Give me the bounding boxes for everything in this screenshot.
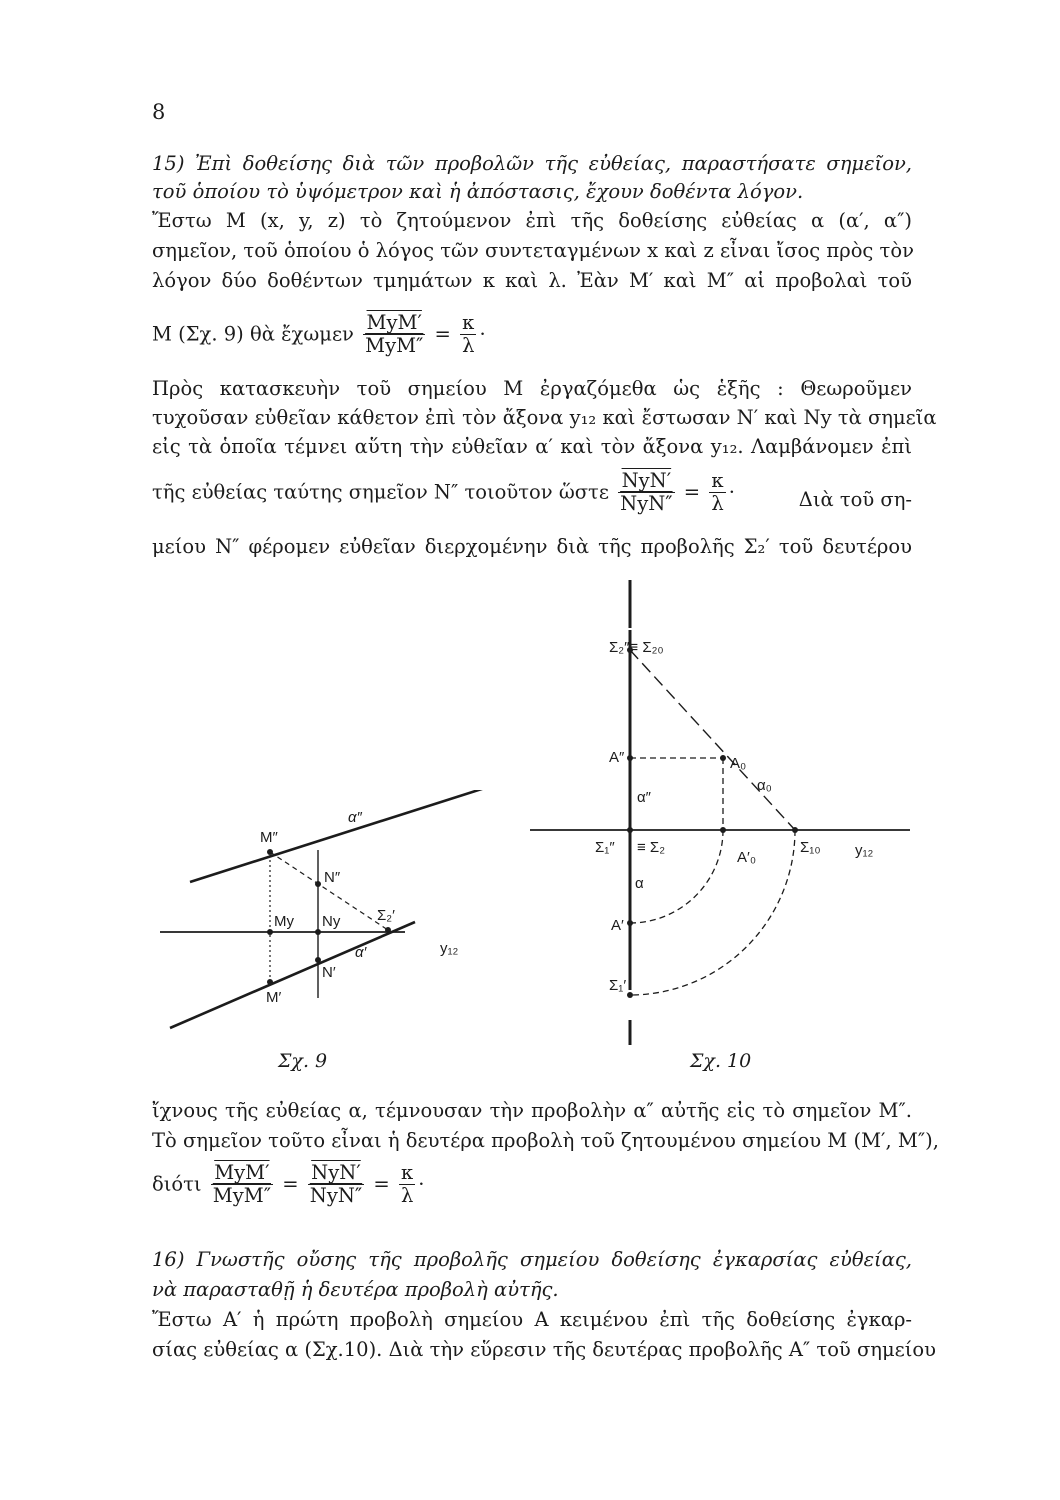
equation-2-prefix: τῆς εὐθείας ταύτης σημεῖον Ν″ τοιοῦτον ὥστε [152,480,609,504]
fraction-denominator: MyM″ [365,334,424,358]
label-alpha0: α₀ [757,777,772,794]
label-n-double-prime: N″ [324,869,341,886]
continuation-line-1: ἴχνους τῆς εὐθείας α, τέμνουσαν τὴν προβολὴν α″ αὐτῆς εἰς τὸ σημεῖον Μ″. [152,1099,912,1122]
problem-15-title-line-2: τοῦ ὁποίου τὸ ὑψόμετρον καὶ ἡ ἀπόστασις, ἔχουν δοθέντα λόγον. [152,180,804,203]
fraction-denominator: λ [462,334,475,358]
equation-3: διότι $\frac{\text{MyM′}}{\text{MyM″}}$ = $\frac{\text{NyN′}}{\text{NyN″}}$ = $\frac{\kappa}{\lambda}$ · [152,1161,425,1208]
label-m-double-prime: M″ [260,829,278,846]
equals-sign: = [373,1172,390,1196]
page-number: 8 [152,100,166,124]
label-a0-prime: A′₀ [737,849,757,866]
fraction-numerator: NyN′ [308,1162,364,1185]
point-a0-prime [720,827,726,833]
problem-15-line-5: λόγον δύο δοθέντων τμημάτων κ καὶ λ. Ἐὰν Μ′ καὶ Μ″ αἱ προβολαὶ τοῦ [152,269,912,292]
problem-16-title-line-1: 16) Γνωστῆς οὔσης τῆς προβολῆς σημείου δοθείσης ἐγκαρσίας εὐθείας, [152,1248,912,1271]
equals-sign: = [434,322,451,346]
label-axis-y12: y₁₂ [855,842,874,859]
point-sigma1 [627,992,633,998]
point-a-double-prime [627,755,633,761]
fraction-denominator: λ [711,492,724,516]
equation-3-prefix: διότι [152,1172,202,1196]
equation-1-prefix: Μ (Σχ. 9) θὰ ἔχωμεν [152,322,354,346]
label-alpha: α [635,875,644,892]
point-ny [315,929,321,935]
label-n-prime: N′ [322,964,336,981]
fraction-numerator: κ [399,1162,415,1185]
label-a-double-prime: A″ [609,749,625,766]
continuation-line-2: Τὸ σημεῖον τοῦτο εἶναι ἡ δευτέρα προβολὴ τοῦ ζητουμένου σημείου Μ (Μ′, Μ″), [152,1129,939,1152]
label-a-prime: α′ [355,944,367,961]
equation-1-fraction-m [363,312,425,358]
label-axis-y12: y₁₂ [440,940,459,957]
line-alpha0 [630,650,795,830]
equation-1-fraction-kl [460,312,476,358]
fraction-denominator: λ [400,1184,414,1208]
equation-2-fraction-kl [709,470,725,516]
point-n-double-prime [315,881,321,887]
equation-3-fraction-n [308,1162,364,1208]
figure-10-caption: Σχ. 10 [690,1050,752,1072]
fraction-numerator: MyM′ [211,1162,273,1185]
equation-2-suffix: Διὰ τοῦ ση- [798,488,912,511]
equation-3-fraction-m [211,1162,273,1208]
label-a-prime: A′ [611,917,624,934]
equation-2-fraction-n [618,470,674,516]
label-sigma10: Σ₁₀ [800,839,821,856]
point-sigma2 [385,927,391,933]
point-sigma10 [792,827,798,833]
fraction-numerator: κ [709,470,725,493]
point-sigma1-axis [627,827,633,833]
fraction-denominator: MyM″ [212,1184,271,1208]
point-m-double-prime [267,849,273,855]
label-sigma-top: Σ₂″≡ Σ₂₀ [609,639,664,656]
point-m-prime [267,979,273,985]
label-ny: Ny [322,913,341,930]
problem-15-line-9: εἰς τὰ ὁποῖα τέμνει αὕτη τὴν εὐθεῖαν α′ καὶ τὸν ἄξονα y₁₂. Λαμβάνομεν ἐπὶ [152,435,912,458]
point-a-prime [627,920,633,926]
problem-15-line-3: Ἔστω Μ (x, y, z) τὸ ζητούμενον ἐπὶ τῆς δοθείσης εὐθείας α (α′, α″) [152,209,912,232]
equals-sign: = [683,480,701,504]
equation-1: Μ (Σχ. 9) θὰ ἔχωμεν $\frac{\text{MyM′}}{\text{MyM″}}$ = $\frac{\kappa}{\lambda}$ · [152,311,486,358]
fraction-denominator: NyN″ [620,492,673,516]
fraction-denominator: NyN″ [309,1184,363,1208]
label-a0: A₀ [730,755,747,772]
equation-3-fraction-kl [399,1162,415,1208]
point-a0 [720,755,726,761]
problem-15-line-8: τυχοῦσαν εὐθεῖαν κάθετον ἐπὶ τὸν ἄξονα y₁₂ καὶ ἔστωσαν Ν′ καὶ Νy τὰ σημεῖα [152,406,937,429]
label-sigma1: Σ₁′ [609,977,627,994]
label-sigma2: Σ₂′ [377,907,395,924]
fraction-numerator: κ [460,312,476,335]
point-n-prime [315,957,321,963]
line-a-double-prime [190,790,510,882]
label-my: My [274,913,294,930]
equation-2: τῆς εὐθείας ταύτης σημεῖον Ν″ τοιοῦτον ὥστε $\frac{\text{NyN′}}{\text{NyN″}}$ = $\frac{\kappa}{\lambda}$ · Διὰ τοῦ ση- [152,469,912,516]
figure-9-caption: Σχ. 9 [278,1050,328,1072]
label-a-double-prime: α″ [348,809,362,826]
label-sigma1-axis: Σ₁″ [595,839,615,856]
problem-15-line-7: Πρὸς κατασκευὴν τοῦ σημείου Μ ἐργαζόμεθα ὡς ἑξῆς : Θεωροῦμεν [152,377,912,400]
label-alpha-double-prime: α″ [637,789,651,806]
label-m-prime: M′ [266,989,282,1006]
fraction-numerator: MyM′ [363,312,425,335]
problem-15-title-line-1: 15) Ἐπὶ δοθείσης διὰ τῶν προβολῶν τῆς εὐθείας, παραστήσατε σημεῖον, [152,152,912,175]
problem-16-line-4: σίας εὐθείας α (Σχ.10). Διὰ τὴν εὕρεσιν τῆς δευτέρας προβολῆς Α″ τοῦ σημείου [152,1338,936,1361]
line-a-prime [170,922,415,1028]
point-my [267,929,273,935]
problem-16-line-3: Ἔστω Α′ ἡ πρώτη προβολὴ σημείου Α κειμένου ἐπὶ τῆς δοθείσης ἐγκαρ- [152,1308,912,1331]
fraction-numerator: NyN′ [618,470,674,493]
problem-15-line-11: μείου Ν″ φέρομεν εὐθεῖαν διερχομένην διὰ τῆς προβολῆς Σ₂′ τοῦ δευτέρου [152,535,912,558]
figure-10 [525,580,910,1050]
label-eq-sigma2: ≡ Σ₂ [637,839,666,856]
problem-16-title-line-2: νὰ παρασταθῇ ἡ δευτέρα προβολὴ αὐτῆς. [152,1278,559,1301]
problem-15-line-4: σημεῖον, τοῦ ὁποίου ὁ λόγος τῶν συντεταγμένων x καὶ z εἶναι ἴσος πρὸς τὸν [152,239,914,262]
equals-sign: = [282,1172,299,1196]
figure-9 [150,790,510,1040]
